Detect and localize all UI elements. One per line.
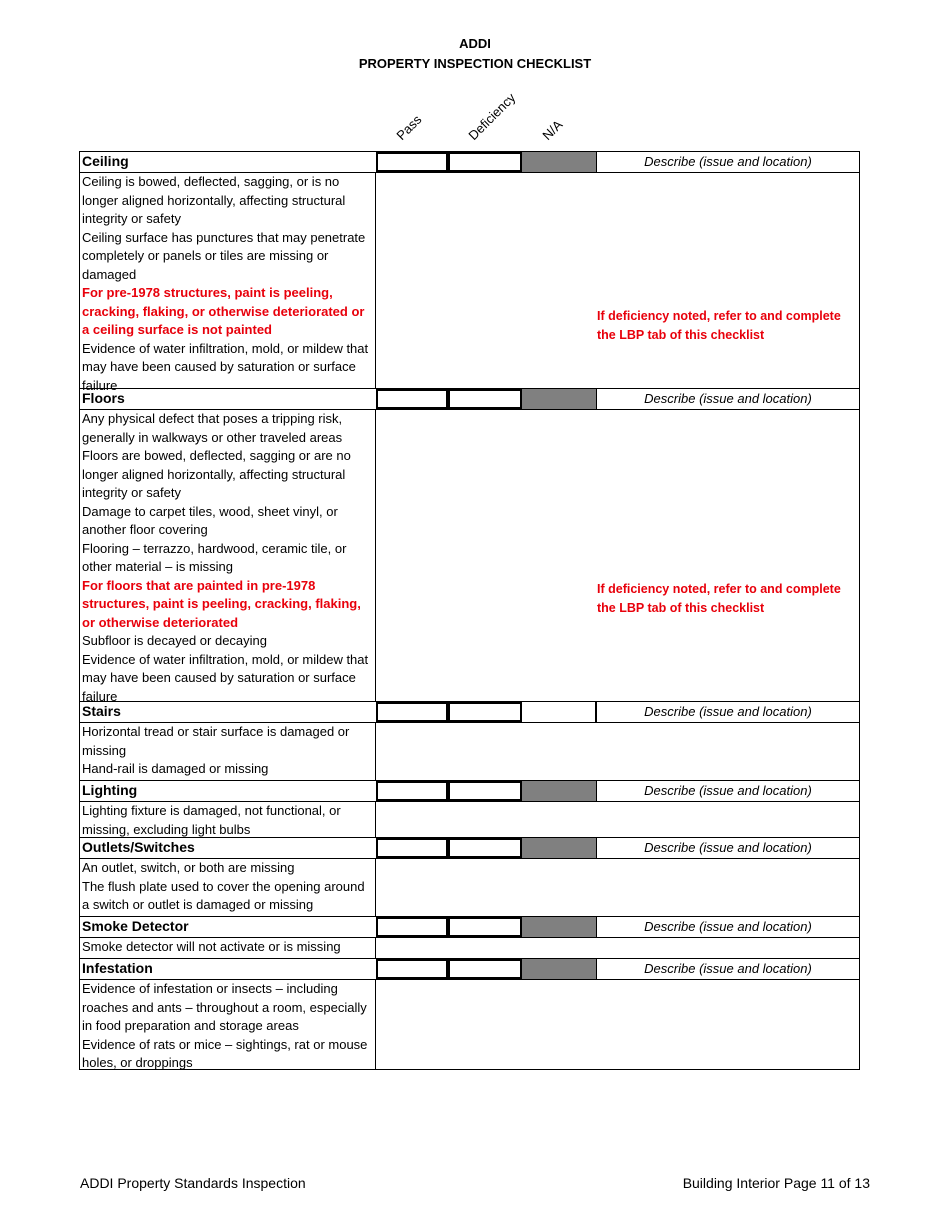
- section-header: [80, 781, 859, 802]
- checklist-item: Damage to carpet tiles, wood, sheet vinyl, or another floor covering: [82, 503, 338, 537]
- section-body: [80, 802, 859, 838]
- checklist-item: Any physical defect that poses a tripping risk, generally in walkways or other traveled areas: [82, 411, 343, 445]
- document-subtitle: PROPERTY INSPECTION CHECKLIST: [358, 56, 592, 71]
- section-body: [80, 723, 859, 781]
- checklist-item: For pre-1978 structures, paint is peeling, cracking, flaking, or otherwise deteriorated or a ceiling surface is not painted: [82, 285, 365, 337]
- describe-field[interactable]: Describe (issue and location): [596, 702, 859, 722]
- lbp-note: If deficiency noted, refer to and complete the LBP tab of this checklist: [597, 309, 841, 342]
- item-list: [80, 980, 376, 1069]
- footer-left: ADDI Property Standards Inspection: [80, 1175, 306, 1191]
- column-header-na: N/A: [539, 117, 566, 143]
- inspection-table: [79, 151, 860, 1070]
- checklist-item: Floors are bowed, deflected, sagging or are no longer aligned horizontally, affecting structural integrity or safety: [82, 448, 351, 500]
- pass-checkbox[interactable]: [376, 959, 448, 979]
- section-title: Floors: [82, 390, 125, 406]
- deficiency-checkbox[interactable]: [448, 702, 522, 722]
- pass-checkbox[interactable]: [376, 917, 448, 937]
- section-header: [80, 917, 859, 938]
- checklist-item: Smoke detector will not activate or is missing: [82, 939, 341, 954]
- describe-field[interactable]: Describe (issue and location): [596, 389, 859, 409]
- pass-checkbox[interactable]: [376, 389, 448, 409]
- item-list: [80, 410, 376, 704]
- na-checkbox: [522, 152, 596, 172]
- describe-field[interactable]: Describe (issue and location): [596, 152, 859, 172]
- checklist-item: For floors that are painted in pre-1978 structures, paint is peeling, cracking, flaking, or otherwise deteriorated: [82, 577, 361, 630]
- section-header: [80, 152, 859, 173]
- describe-field[interactable]: Describe (issue and location): [596, 781, 859, 801]
- section-title: Smoke Detector: [82, 918, 189, 934]
- section-title: Infestation: [82, 960, 153, 976]
- na-checkbox: [522, 917, 596, 937]
- column-header-deficiency: Deficiency: [465, 89, 519, 143]
- pass-checkbox[interactable]: [376, 152, 448, 172]
- item-list: [80, 859, 376, 916]
- pass-checkbox[interactable]: [376, 781, 448, 801]
- checklist-item: Subfloor is decayed or decaying: [82, 633, 268, 648]
- section-body: [80, 938, 859, 959]
- item-list: [80, 938, 376, 958]
- section-body: [80, 410, 859, 702]
- deficiency-checkbox[interactable]: [448, 838, 522, 858]
- describe-field[interactable]: Describe (issue and location): [596, 838, 859, 858]
- pass-checkbox[interactable]: [376, 838, 448, 858]
- checklist-item: Ceiling is bowed, deflected, sagging, or is no longer aligned horizontally, affecting structural integrity or safety: [82, 174, 346, 226]
- section-title: Ceiling: [82, 153, 129, 169]
- checklist-item: Lighting fixture is damaged, not functional, or missing, excluding light bulbs: [82, 803, 341, 837]
- item-list: [80, 723, 376, 780]
- checklist-item: Evidence of infestation or insects – including roaches and ants – throughout a room, especially in food preparation and storage areas: [82, 981, 367, 1033]
- document-title: ADDI: [459, 36, 491, 51]
- checklist-item: The flush plate used to cover the opening around a switch or outlet is damaged or missing: [82, 878, 365, 912]
- section-title: Outlets/Switches: [82, 839, 195, 855]
- describe-field[interactable]: Describe (issue and location): [596, 917, 859, 937]
- na-checkbox: [522, 781, 596, 801]
- deficiency-checkbox[interactable]: [448, 917, 522, 937]
- checklist-item: Evidence of water infiltration, mold, or mildew that may have been caused by saturation or surface failure: [82, 651, 369, 704]
- section-header: [80, 389, 859, 410]
- checklist-item: Flooring – terrazzo, hardwood, ceramic tile, or other material – is missing: [82, 540, 347, 574]
- lbp-note: If deficiency noted, refer to and complete the LBP tab of this checklist: [597, 582, 841, 615]
- section-title: Stairs: [82, 703, 121, 719]
- checklist-item: Evidence of water infiltration, mold, or mildew that may have been caused by saturation or surface failure: [82, 340, 369, 393]
- item-list: [80, 802, 376, 837]
- checklist-item: Horizontal tread or stair surface is damaged or missing: [82, 724, 350, 758]
- section-header: [80, 838, 859, 859]
- na-checkbox[interactable]: [522, 702, 596, 722]
- section-header: [80, 702, 859, 723]
- section-body: [80, 173, 859, 393]
- footer-right: Building Interior Page 11 of 13: [682, 1175, 870, 1191]
- deficiency-checkbox[interactable]: [448, 152, 522, 172]
- checklist-item: Evidence of rats or mice – sightings, rat or mouse holes, or droppings: [82, 1036, 368, 1070]
- deficiency-checkbox[interactable]: [448, 389, 522, 409]
- item-list: [80, 173, 376, 393]
- checklist-item: Ceiling surface has punctures that may penetrate completely or panels or tiles are missing or damaged: [82, 229, 366, 282]
- na-checkbox: [522, 389, 596, 409]
- section-body: [80, 859, 859, 917]
- checklist-item: An outlet, switch, or both are missing: [82, 860, 295, 875]
- pass-checkbox[interactable]: [376, 702, 448, 722]
- describe-field[interactable]: Describe (issue and location): [596, 959, 859, 979]
- column-header-pass: Pass: [393, 111, 425, 143]
- section-header: [80, 959, 859, 980]
- deficiency-checkbox[interactable]: [448, 959, 522, 979]
- checklist-item: Hand-rail is damaged or missing: [82, 761, 269, 776]
- deficiency-checkbox[interactable]: [448, 781, 522, 801]
- na-checkbox: [522, 959, 596, 979]
- section-title: Lighting: [82, 782, 138, 798]
- section-body: [80, 980, 859, 1069]
- na-checkbox: [522, 838, 596, 858]
